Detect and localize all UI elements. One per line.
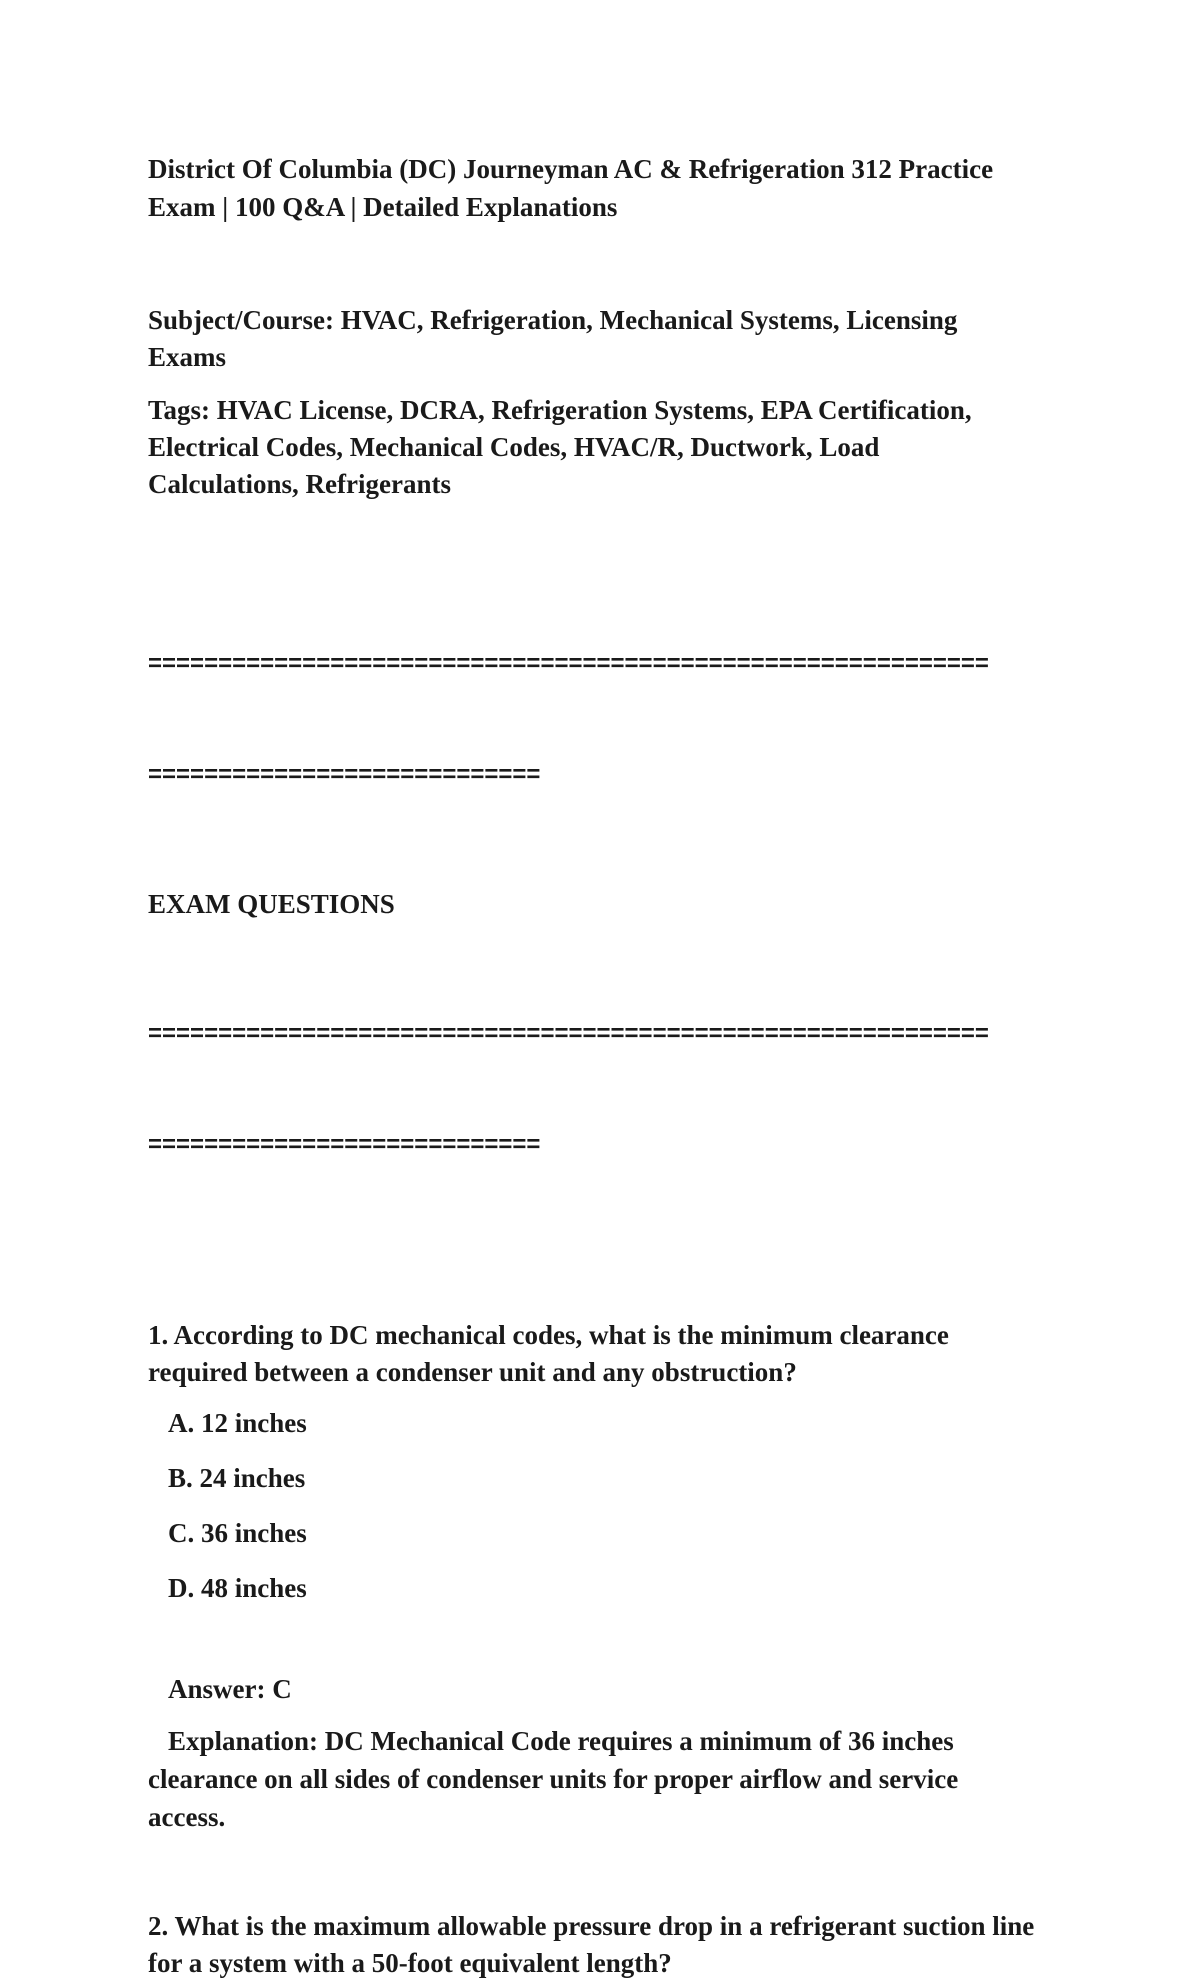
rule-line-short: ============================ xyxy=(148,1131,541,1158)
question-1-options xyxy=(148,1405,1068,1607)
tags-line: Electrical Codes, Mechanical Codes, HVAC/R, Ductwork, Load xyxy=(148,432,880,462)
divider-rule-bottom xyxy=(148,941,1068,1237)
divider-rule-top xyxy=(148,571,1068,867)
question-text-line: required between a condenser unit and any obstruction? xyxy=(148,1357,797,1387)
option-d: D. 48 inches xyxy=(168,1573,307,1603)
document-title xyxy=(148,150,1068,226)
option-a: A. 12 inches xyxy=(168,1408,307,1438)
option-b: B. 24 inches xyxy=(168,1463,306,1493)
subject-course xyxy=(148,302,1068,376)
tags xyxy=(148,392,1068,503)
question-1 xyxy=(148,1317,1068,1391)
rule-line-short: ============================ xyxy=(148,761,541,788)
tags-line: Calculations, Refrigerants xyxy=(148,469,451,499)
title-line: Exam | 100 Q&A | Detailed Explanations xyxy=(148,192,618,222)
explanation-line: access. xyxy=(148,1802,226,1832)
option-c: C. 36 inches xyxy=(168,1518,307,1548)
explanation-line: clearance on all sides of condenser units for proper airflow and service xyxy=(148,1764,959,1794)
question-1-explanation xyxy=(148,1722,1068,1836)
rule-line-long: ============================================================ xyxy=(148,650,989,677)
question-text-line: 2. What is the maximum allowable pressure drop in a refrigerant suction line xyxy=(148,1911,1035,1941)
subject-line: Exams xyxy=(148,342,227,372)
question-text-line: for a system with a 50-foot equivalent length? xyxy=(148,1948,672,1978)
rule-line-long: ============================================================ xyxy=(148,1020,989,1047)
question-text-line: 1. According to DC mechanical codes, what is the minimum clearance xyxy=(148,1320,949,1350)
explanation-line: Explanation: DC Mechanical Code requires a minimum of 36 inches xyxy=(168,1726,954,1756)
section-heading: EXAM QUESTIONS xyxy=(148,889,395,919)
question-2 xyxy=(148,1908,1068,1982)
title-line: District Of Columbia (DC) Journeyman AC & Refrigeration 312 Practice xyxy=(148,154,994,184)
subject-line: Subject/Course: HVAC, Refrigeration, Mechanical Systems, Licensing xyxy=(148,305,958,335)
document-page xyxy=(148,150,1068,1982)
question-1-answer: Answer: C xyxy=(168,1674,292,1704)
tags-line: Tags: HVAC License, DCRA, Refrigeration Systems, EPA Certification, xyxy=(148,395,972,425)
